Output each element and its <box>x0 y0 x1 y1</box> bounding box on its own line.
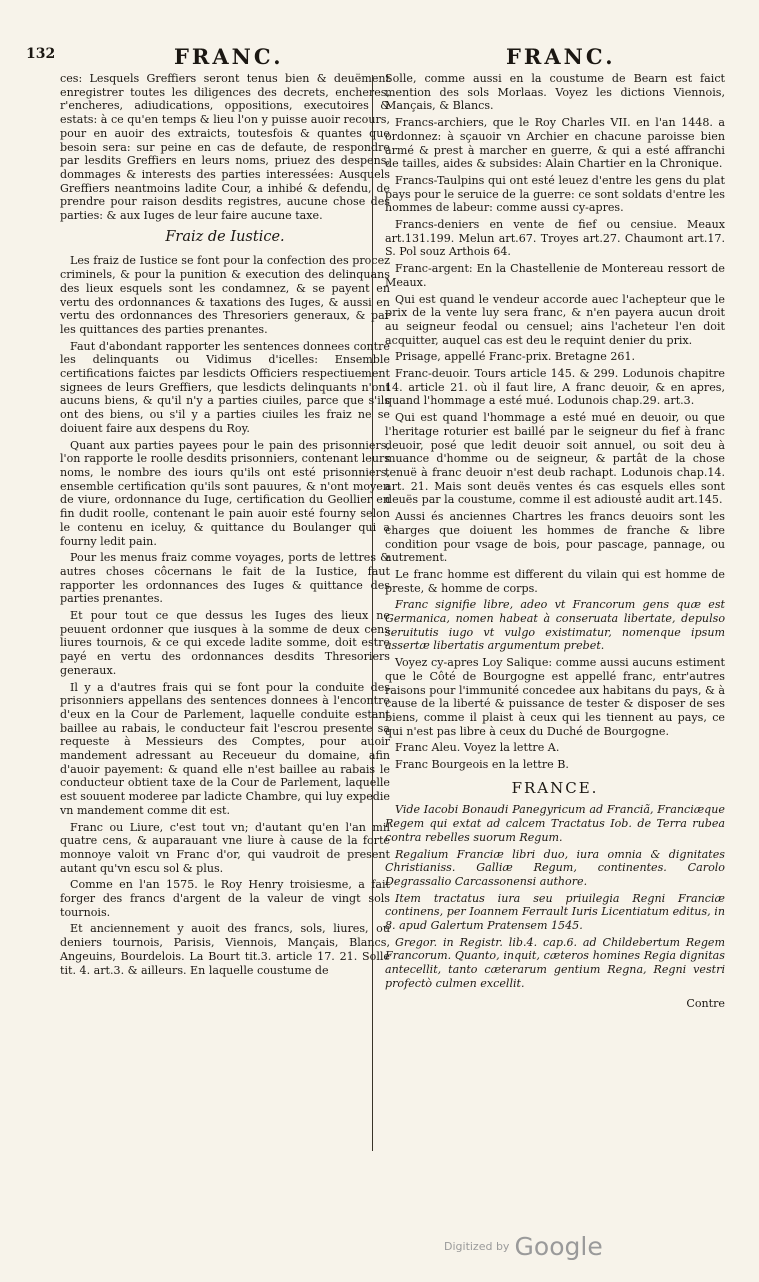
paragraph: Francs-archiers, que le Roy Charles VII. en l'an 1448. a ordonnez: à sçauoir vn Archier en chacune paroisse bien armé & prest à marcher en guerre, & qui a esté affranchi de tailles, aides & subsides: Alain Chartier en la Chronique. <box>385 116 725 171</box>
left-running-head: FRANC. <box>174 44 284 69</box>
paragraph: Et pour tout ce que dessus les Iuges des lieux ne peuuent ordonner que iusques à la somme de deux cens liures tournois, & ce qui excede ladite somme, doit estre payé en vertu des ordonnances desdits Thresoriers generaux. <box>60 609 390 677</box>
google-logo: Google <box>514 1232 603 1261</box>
paragraph: Comme en l'an 1575. le Roy Henry troisiesme, a fait forger des francs d'argent de la valeur de vingt sols tournois. <box>60 878 390 919</box>
right-column <box>385 72 725 1013</box>
paragraph: Prisage, appellé Franc-prix. Bretagne 261. <box>395 350 636 364</box>
paragraph: ces: Lesquels Greffiers seront tenus bien & deuëment enregistrer toutes les diligences des decrets, encheres, r'encheres, adiudications, oppositions, executoires & estats: à ce qu'en temps & lieu l'on y puisse auoir recours, pour en auoir des extraicts, toutesfois & quantes que besoin sera: sur peine en cas de defaute, de respondre par lesdits Greffiers en leurs noms, priuez des despens, dommages & interests des parties interessées: Ausquels Greffiers neantmoins ladite Cour, a inhibé & defendu, de prendre pour raison desdits registres, aucune chose des parties: & aux Iuges de leur faire aucune taxe. <box>60 72 390 223</box>
paragraph: Franc signifie libre, adeo vt Francorum gens quæ est Germanica, nomen habeat à conseruata libertate, depulso seruitutis iugo vt vulgo existimatur, nomenque ipsum assertæ libertatis argumentum prebet. <box>385 598 725 653</box>
paragraph: Qui est quand le vendeur accorde auec l'achepteur que le prix de la vente luy sera franc, & n'en payera aucun droit au seigneur feodal ou censuel; ains l'acheteur l'en doit acquitter, auquel cas est deu le requint denier du prix. <box>385 292 725 347</box>
right-running-head: FRANC. <box>506 44 616 69</box>
paragraph: Aussi és anciennes Chartres les francs deuoirs sont les charges que doiuent les hommes de franche & libre condition pour vsage de bois, pour pascage, pannage, ou autrement. <box>385 510 725 565</box>
paragraph: Le franc homme est different du vilain qui est homme de preste, & homme de corps. <box>385 567 725 595</box>
page-number: 132 <box>26 46 56 62</box>
latin-reference: Item tractatus iura seu priuilegia Regni Franciæ continens, per Ioannem Ferrault Iuris Licentiatum editus, in 8. apud Galertum Pratensem 1545. <box>385 891 725 933</box>
paragraph: Faut d'abondant rapporter les sentences donnees contre les delinquants ou Vidimus d'icelles: Ensemble certifications faictes par lesdicts Officiers respectiuement signees de leurs Greffiers, que lesdicts delinquants n'ont aucuns biens, & qu'il n'y a parties ciuiles, parce que s'ils ont des biens, ou s'il y a parties ciuiles les fraiz ne se doiuent faire aux despens du Roy. <box>60 339 390 435</box>
paragraph: Franc ou Liure, c'est tout vn; d'autant qu'en l'an mil quatre cens, & auparauant vne liure à cause de la forte monnoye valoit vn Franc d'or, qui vaudroit de present autant qu'vn escu sol & plus. <box>60 820 390 875</box>
paragraph: Franc-argent: En la Chastellenie de Montereau ressort de Meaux. <box>385 262 725 289</box>
section-heading: FRANCE. <box>511 778 599 797</box>
paragraph: Voyez cy-apres Loy Salique: comme aussi aucuns estiment que le Côté de Bourgogne est appellé franc, entr'autres raisons pour l'immunité concedee aux habitans du pays, & à cause de la liberté & puissance de tester & disposer de ses biens, comme il plaist à ceux qui les tiennent au pays, ce qui n'est pas libre à ceux du Duché de Bourgogne. <box>385 656 726 738</box>
paragraph: Franc-deuoir. Tours article 145. & 299. Lodunois chapitre 14. article 21. où il faut lire, A franc deuoir, & en apres, quand l'hommage a esté mué. Lodunois chap.29. art.3. <box>385 367 725 408</box>
latin-reference: Gregor. in Registr. lib.4. cap.6. ad Childebertum Regem Francorum. Quanto, inquit, cæteros homines Regia dignitas antecellit, tanto cæterarum gentium Regna, Regni vestri profectò culmen excellit. <box>385 935 725 990</box>
paragraph: Pour les menus fraiz comme voyages, ports de lettres & autres choses côcernans le fait de la Iustice, faut rapporter les ordonnances des Iuges & quittance des parties prenantes. <box>60 551 390 606</box>
paragraph: Solle, comme aussi en la coustume de Bearn est faict mention des sols Morlaas. Voyez les dictions Viennois, Mançais, & Blancs. <box>385 72 725 113</box>
paragraph: Et anciennement y auoit des francs, sols, liures, ou deniers tournois, Parisis, Viennois, Mançais, Blancs, Angeuins, Bourdelois. La Bourt tit.3. article 17. 21. Solle tit. 4. art.3. & ailleurs. En laquelle coustume de <box>60 922 390 977</box>
paragraph: Franc Bourgeois en la lettre B. <box>395 758 569 772</box>
paragraph: Quant aux parties payees pour le pain des prisonniers, l'on rapporte le roolle desdits prisonniers, contenant leurs noms, le nombre des iours qu'ils ont esté prisonniers, ensemble certification qu'ils sont pauures, & n'ont moyen de viure, ordonnance du Iuge, certification du Geollier en fin dudit roolle, contenant le pain auoir esté fourny selon le contenu en iceluy, & quittance du Boulanger qui a fourny ledit pain. <box>60 438 390 548</box>
catchword: Contre <box>686 996 725 1010</box>
left-column <box>60 72 390 980</box>
paragraph: Qui est quand l'hommage a esté mué en deuoir, ou que l'heritage roturier est baillé par le seigneur du fief à franc deuoir, posé que ledit deuoir soit annuel, ou soit deu à muance d'homme ou de seigneur, & partât de la chose tenuë à franc deuoir n'est deub rachapt. Lodunois chap.14. art. 21. Mais sont deuës ventes és cas esquels elles sont deuës par la coustume, comme il est adiousté audit art.145. <box>385 411 725 507</box>
paragraph: Francs-Taulpins qui ont esté leuez d'entre les gens du plat pays pour le seruice de la guerre: ce sont soldats d'entre les hommes de labeur: comme aussi cy-apres. <box>385 173 725 215</box>
subsection-heading: Fraiz de Iustice. <box>165 228 285 245</box>
digitized-by-google-watermark <box>444 1232 603 1261</box>
latin-reference: Vide Iacobi Bonaudi Panegyricum ad Franciã, Franciæque Regem qui extat ad calcem Tractatus Iob. de Terra rubea contra rebelles suorum Regum. <box>385 803 725 844</box>
paragraph: Francs-deniers en vente de fief ou censiue. Meaux art.131.199. Melun art.67. Troyes art.27. Chaumont art.17. S. Pol souz Arthois 64. <box>385 218 725 259</box>
paragraph: Franc Aleu. Voyez la lettre A. <box>395 741 560 755</box>
watermark-prefix: Digitized by <box>444 1240 510 1253</box>
paragraph: Les fraiz de Iustice se font pour la confection des procez criminels, & pour la punition & execution des delinquans des lieux esquels sont les condamnez, & se payent en vertu des ordonnances & taxations des Iuges, & aussi en vertu des ordonnances des Thresoriers generaux, & par les quittances des parties prenantes. <box>60 254 390 336</box>
paragraph: Il y a d'autres frais qui se font pour la conduite des prisonniers appellans des sentences donnees à l'encontre d'eux en la Cour de Parlement, laquelle conduite estant baillee au rabais, le conducteur fait l'escrou presente sa requeste à Messieurs des Comptes, pour auoir mandement adressant au Receueur du domaine, afin d'auoir payement: & quand elle n'est baillee au rabais le conducteur obtient taxe de la Cour de Parlement, laquelle est souuent moderee par ladicte Chambre, qui luy expedie vn mandement comme dit est. <box>60 680 390 817</box>
latin-reference: Regalium Franciæ libri duo, iura omnia & dignitates Christianiss. Galliæ Regum, continentes. Carolo Degrassalio Carcassonensi authore. <box>385 847 725 888</box>
